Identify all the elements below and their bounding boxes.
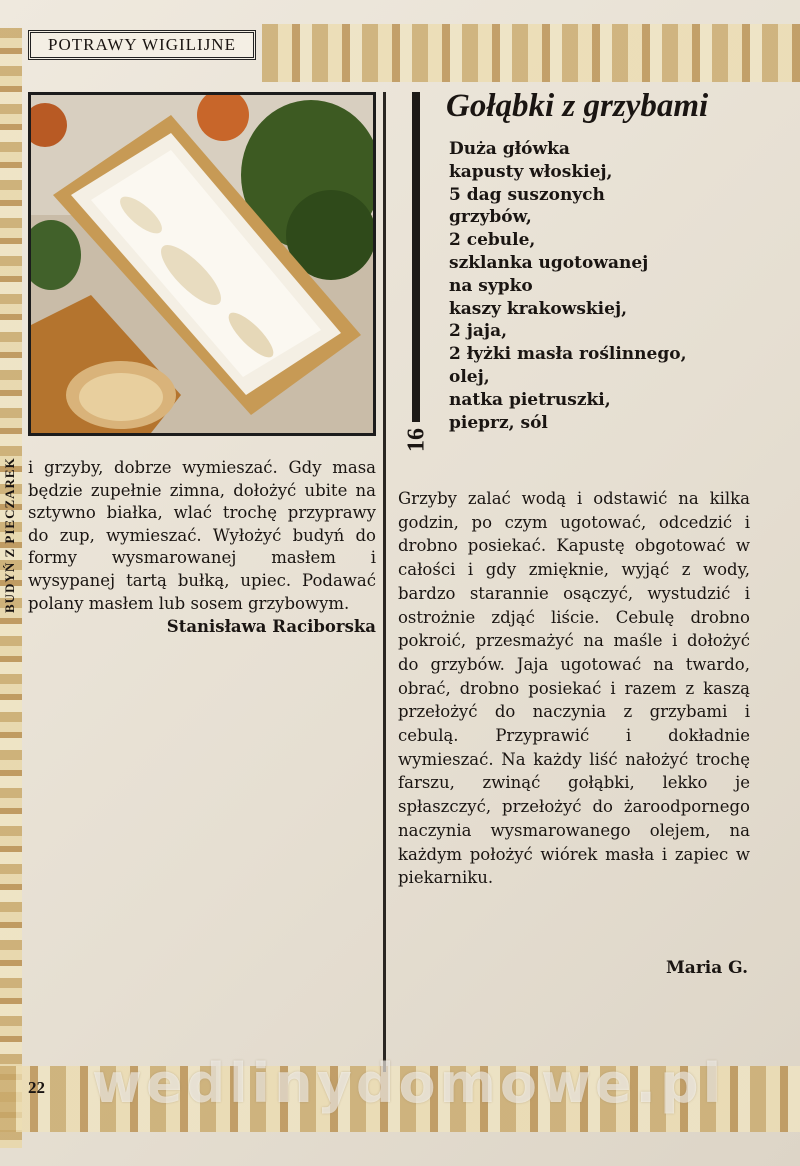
- side-recipe-label: BUDYŃ Z PIECZAREK: [2, 457, 17, 613]
- recipe-method: [398, 487, 750, 890]
- recipe-number-bar: [412, 92, 420, 422]
- ornamental-border-top: [262, 24, 800, 82]
- recipe-number: 16: [403, 428, 430, 452]
- ingredient-line: 5 dag suszonych: [449, 184, 605, 205]
- watermark-text: wedlinydomowe.pl: [92, 1052, 726, 1115]
- pudding-photo-illustration: [31, 95, 373, 433]
- ingredient-line: 2 cebule,: [449, 230, 536, 251]
- method-text: Grzyby zalać wodą i odstawić na kilka godzin, po czym ugotować, odcedzić i drobno posiekać. Kapustę obgotować w całości i gdy zmięknie, wyjąć z wody, bardzo starannie osączyć, wystudzić i ostrożnie zdjąć liście. Cebulę drobno pokroić, przesmażyć na maśle i dołożyć do grzybów. Jaja ugotować na twardo, obrać, drobno posiekać i razem z kaszą przełożyć do naczynia z grzybami i cebulą. Przyprawić i dokładnie wymieszać. Na każdy liść nałożyć trochę farszu, zwinąć gołąbki, lekko je spłaszczyć, przełożyć do żaroodpornego naczynia wysmarowanego olejem, na każdym położyć wiórek masła i zapiec w piekarniku.: [398, 489, 750, 888]
- ingredient-line: szklanka ugotowanej: [449, 252, 649, 273]
- ingredient-line: Duża główka: [449, 139, 570, 159]
- ingredient-line: kapusty włoskiej,: [449, 161, 613, 182]
- ingredient-line: grzybów,: [449, 207, 532, 228]
- section-title: POTRAWY WIGILIJNE: [28, 30, 256, 60]
- ingredient-line: 2 jaja,: [449, 321, 507, 342]
- left-column: [28, 457, 376, 639]
- previous-recipe-text: i grzyby, dobrze wymieszać. Gdy masa będzie zupełnie zimna, dołożyć ubite na sztywno białka, wlać trochę przyprawy do zup, wymieszać. Wyłożyć budyń do formy wysmarowanej masłem i wysypanej tartą bułką, upiec. Podawać polany masłem lub sosem grzybowym.: [28, 458, 376, 613]
- ingredient-line: kaszy krakowskiej,: [449, 298, 628, 319]
- recipe-title: Gołąbki z grzybami: [446, 88, 709, 124]
- ingredient-line: pieprz, sól: [449, 412, 548, 433]
- ingredient-line: natka pietruszki,: [449, 389, 611, 410]
- ingredients-list: [449, 138, 749, 434]
- ingredient-line: na sypko: [449, 275, 533, 296]
- ingredient-line: olej,: [449, 366, 490, 387]
- page-number: 22: [28, 1078, 45, 1097]
- recipe-photo: [28, 92, 376, 436]
- column-divider: [383, 92, 386, 1072]
- recipe-author: Maria G.: [665, 958, 748, 978]
- ingredient-line: 2 łyżki masła roślinnego,: [449, 344, 687, 365]
- left-author: Stanisława Raciborska: [166, 617, 376, 637]
